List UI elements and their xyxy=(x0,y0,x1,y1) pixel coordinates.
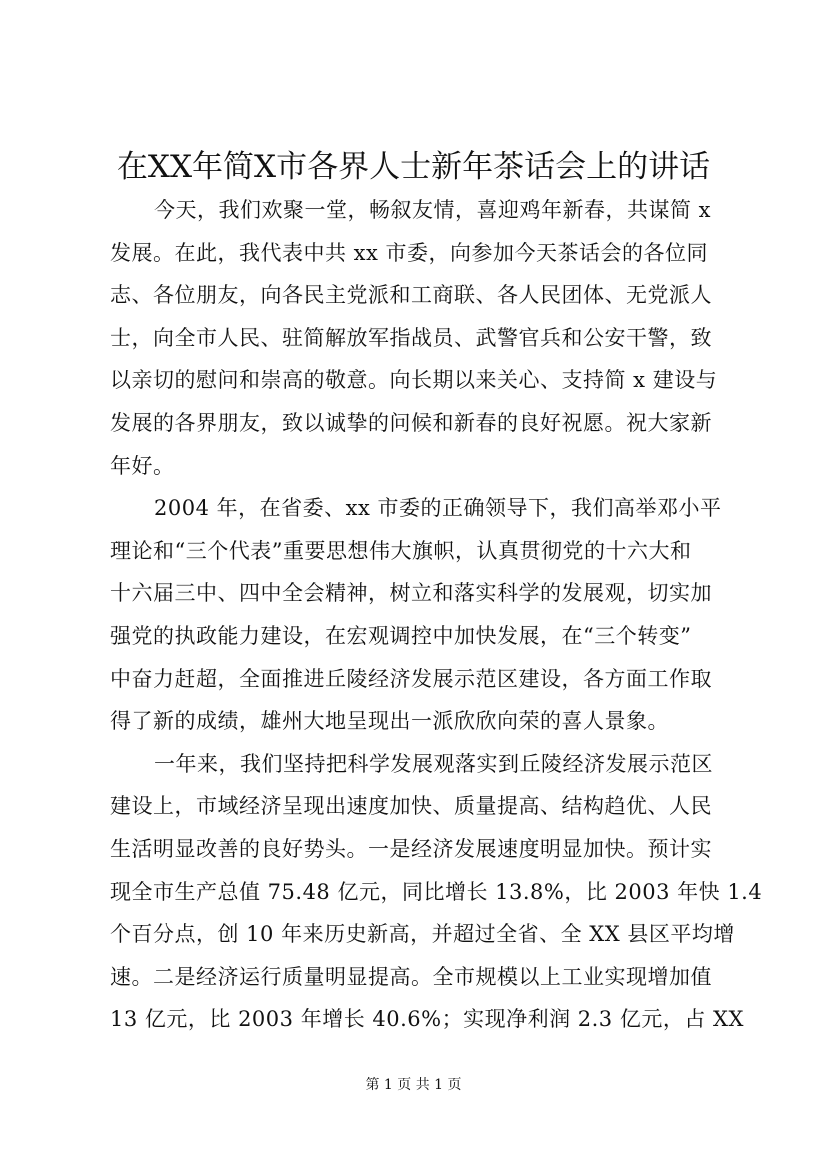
paragraph-line: 发展的各界朋友，致以诚挚的问候和新春的良好祝愿。祝大家新 xyxy=(110,410,712,435)
paragraph-line: 一年来，我们坚持把科学发展观落实到丘陵经济发展示范区 xyxy=(154,751,713,776)
paragraph-line: 2004 年，在省委、xx 市委的正确领导下，我们高举邓小平 xyxy=(154,496,722,521)
paragraph-line: 中奋力赶超，全面推进丘陵经济发展示范区建设，各方面工作取 xyxy=(110,666,712,691)
paragraph-line: 个百分点，创 10 年来历史新高，并超过全省、全 XX 县区平均增 xyxy=(110,922,735,947)
paragraph-line: 得了新的成绩，雄州大地呈现出一派欣欣向荣的喜人景象。 xyxy=(110,709,669,734)
paragraph-line: 以亲切的慰问和崇高的敬意。向长期以来关心、支持简 x 建设与 xyxy=(110,368,718,393)
paragraph-line: 生活明显改善的良好势头。一是经济发展速度明显加快。预计实 xyxy=(110,836,712,861)
paragraph-line: 士，向全市人民、驻简解放军指战员、武警官兵和公安干警，致 xyxy=(110,325,712,350)
document-body xyxy=(110,189,763,1041)
paragraph-line: 发展。在此，我代表中共 xx 市委，向参加今天茶话会的各位同 xyxy=(110,240,709,265)
paragraph-line: 强党的执政能力建设，在宏观调控中加快发展，在“三个转变” xyxy=(110,623,692,648)
paragraph-line: 建设上，市域经济呈现出速度加快、质量提高、结构趋优、人民 xyxy=(110,794,712,819)
paragraph-line: 13 亿元，比 2003 年增长 40.6%；实现净利润 2.3 亿元，占 XX xyxy=(110,1007,744,1032)
paragraph-line: 年好。 xyxy=(110,453,175,478)
paragraph-line: 现全市生产总值 75.48 亿元，同比增长 13.8%，比 2003 年快 1.4 xyxy=(110,879,763,904)
paragraph-line: 志、各位朋友，向各民主党派和工商联、各人民团体、无党派人 xyxy=(110,283,712,308)
paragraph-line: 理论和“三个代表”重要思想伟大旗帜，认真贯彻党的十六大和 xyxy=(110,538,692,563)
page-number-footer: 第 1 页 共 1 页 xyxy=(365,1077,462,1093)
paragraph-line: 今天，我们欢聚一堂，畅叙友情，喜迎鸡年新春，共谋简 x xyxy=(154,198,712,222)
document-title: 在XX年简X市各界人士新年茶话会上的讲话 xyxy=(116,149,711,185)
paragraph-line: 十六届三中、四中全会精神，树立和落实科学的发展观，切实加 xyxy=(110,581,712,606)
paragraph-line: 速。二是经济运行质量明显提高。全市规模以上工业实现增加值 xyxy=(110,964,712,989)
